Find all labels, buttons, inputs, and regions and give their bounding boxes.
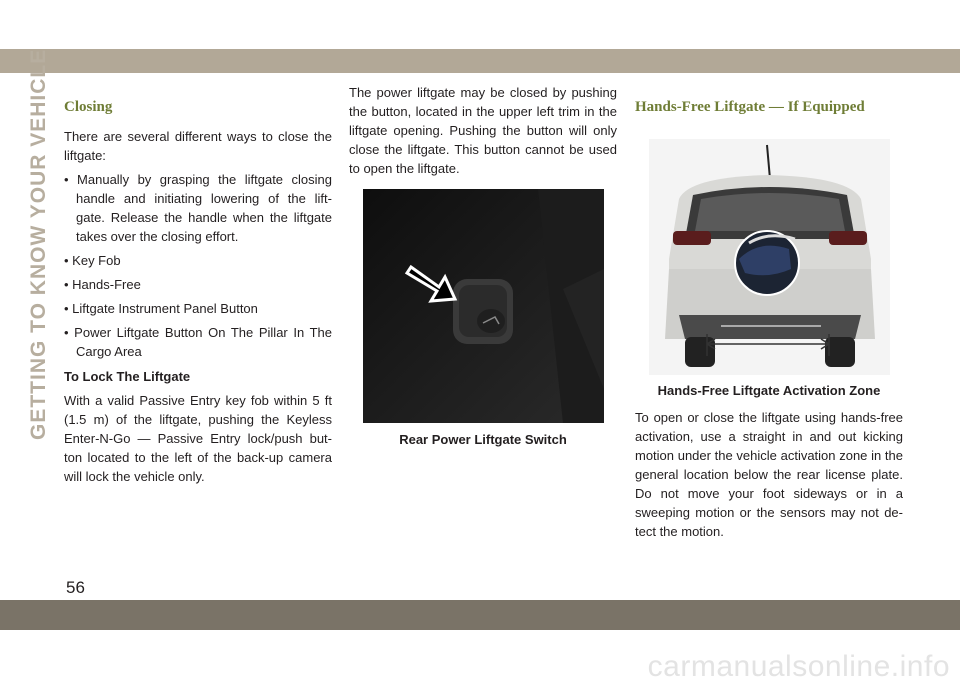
closing-heading: Closing xyxy=(64,99,113,115)
hands-free-text: To open or close the liftgate using hands-free activation, use a straight in and out kicking motion under the vehicle activation zone in the general location below the rear license plate. Do not move your foot sideways or in a sweeping motion or the sensors may not de- tect the motion. xyxy=(635,410,903,539)
lock-liftgate-subheading: To Lock The Liftgate xyxy=(64,369,191,384)
hands-free-activation-zone-photo xyxy=(649,139,890,375)
header-band xyxy=(0,49,960,73)
hands-free-activation-zone-caption: Hands-Free Liftgate Activation Zone xyxy=(657,383,881,398)
closing-intro: There are several different ways to close the liftgate: xyxy=(64,129,332,163)
closing-bullet-instrument-panel: • Liftgate Instrument Panel Button xyxy=(64,301,258,316)
hands-free-heading: Hands-Free Liftgate — If Equipped xyxy=(635,99,865,115)
lock-liftgate-text: With a valid Passive Entry key fob within 5 ft (1.5 m) of the liftgate, pushing the Keyless Enter-N-Go — Passive Entry lock/push but- ton located to the left of the back-up camera will lock the vehicle only. xyxy=(64,393,332,484)
footer-band xyxy=(0,600,960,630)
page-number: 56 xyxy=(66,578,85,597)
closing-bullet-manual: • Manually by grasping the liftgate closing handle and initiating lowering of the lift- gate. Release the handle when the liftgate takes over the closing effort. xyxy=(64,172,332,244)
closing-bullet-key-fob: • Key Fob xyxy=(64,253,121,268)
hands-free-section xyxy=(635,98,903,127)
closing-section xyxy=(64,98,332,491)
closing-bullet-hands-free: • Hands-Free xyxy=(64,277,141,292)
footer-watermark: carmanualsonline.info xyxy=(647,650,950,683)
power-liftgate-section xyxy=(349,83,617,183)
power-liftgate-text: The power liftgate may be closed by pushing the button, located in the upper left trim in the liftgate opening. Pushing the button will only close the liftgate. This button cannot be used to open the liftgate. xyxy=(349,85,617,176)
closing-bullet-pillar-button: • Power Liftgate Button On The Pillar In The Cargo Area xyxy=(64,325,332,359)
rear-power-liftgate-switch-photo xyxy=(363,189,604,423)
section-side-title: GETTING TO KNOW YOUR VEHICLE xyxy=(27,48,50,440)
rear-power-liftgate-switch-caption: Rear Power Liftgate Switch xyxy=(399,432,567,447)
